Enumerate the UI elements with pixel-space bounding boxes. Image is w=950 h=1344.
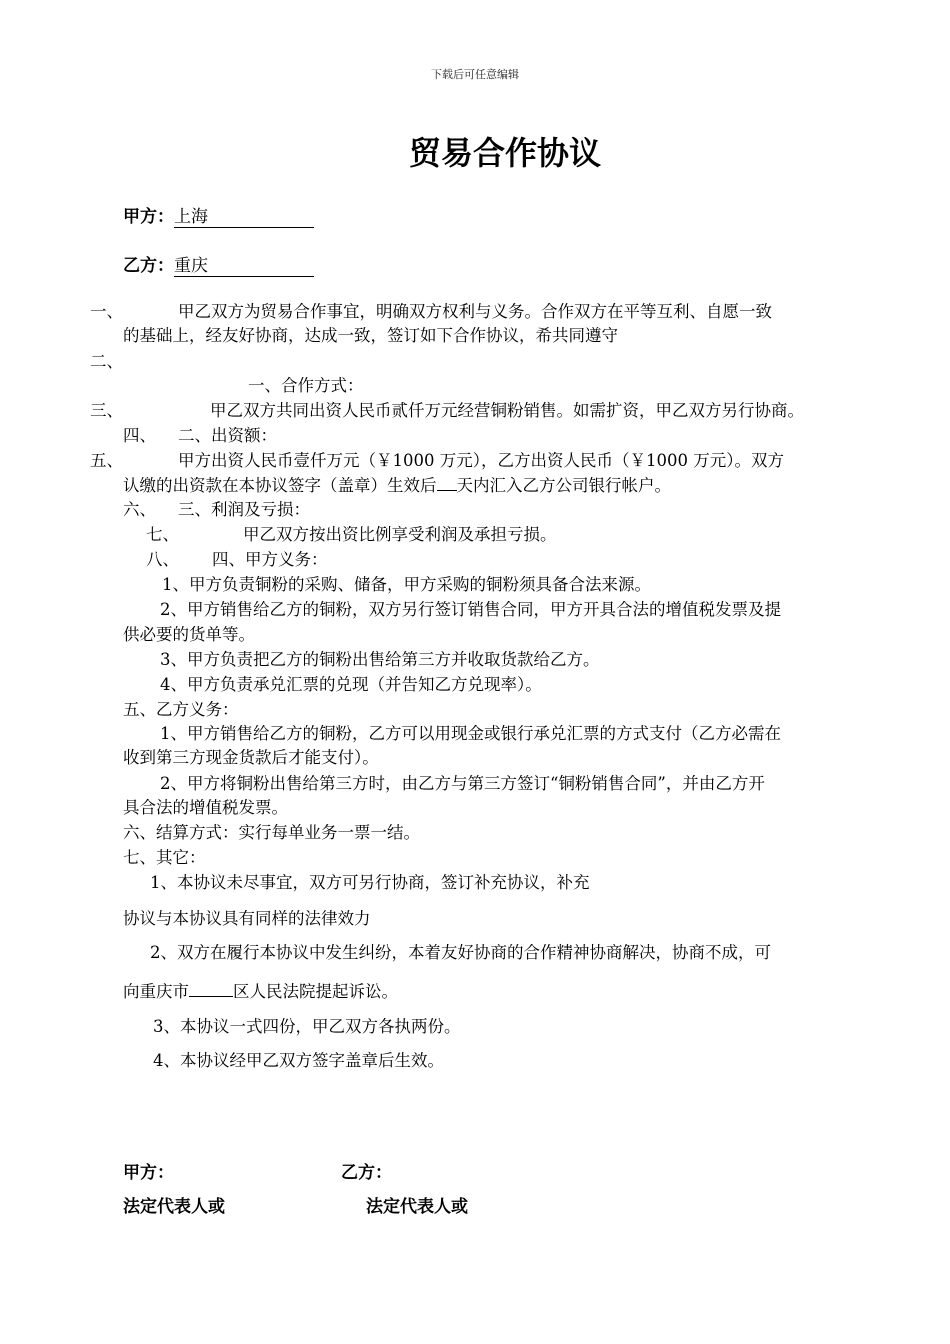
signature-party-a-rep: 法定代表人或	[123, 1197, 225, 1217]
clause-6-number: 六、	[123, 500, 156, 519]
section-other-heading: 七、其它：	[123, 848, 206, 867]
party-b-duty-1-cont: 收到第三方现金货款后才能支付）。	[123, 748, 379, 767]
party-b	[123, 251, 314, 277]
party-a	[123, 202, 314, 228]
clause-1-text-cont: 的基础上，经友好协商，达成一致，签订如下合作协议，希共同遵守	[123, 326, 618, 345]
other-item-3: 3、本协议一式四份，甲乙双方各执两份。	[153, 1017, 461, 1036]
clause-5-text-a: 认缴的出资款在本协议签字（盖章）生效后	[123, 476, 437, 495]
header-note: 下载后可任意编辑	[431, 68, 519, 81]
party-a-duty-4: 4、甲方负责承兑汇票的兑现（并告知乙方兑现率）。	[160, 675, 542, 694]
section-party-b-duties-heading: 五、乙方义务：	[123, 700, 239, 719]
clause-1-text: 甲乙双方为贸易合作事宜，明确双方权利与义务。合作双方在平等互利、自愿一致	[178, 302, 772, 321]
party-b-label: 乙方：	[123, 256, 174, 276]
other-item-2-cont	[123, 981, 398, 1003]
other-item-2: 2、双方在履行本协议中发生纠纷，本着友好协商的合作精神协商解决，协商不成，可	[150, 943, 771, 962]
signature-party-b-label: 乙方：	[341, 1163, 392, 1183]
party-b-duty-2-cont: 具合法的增值税发票。	[123, 798, 288, 817]
party-b-duty-1: 1、甲方销售给乙方的铜粉，乙方可以用现金或银行承兑汇票的方式支付（乙方必需在	[160, 724, 781, 743]
party-a-label: 甲方：	[123, 207, 174, 227]
clause-5-text: 甲方出资人民币壹仟万元（￥1000 万元），乙方出资人民币（￥1000 万元）。双方	[178, 451, 784, 470]
party-a-duty-2: 2、甲方销售给乙方的铜粉，双方另行签订销售合同，甲方开具合法的增值税发票及提	[160, 600, 781, 619]
signature-party-a-label: 甲方：	[123, 1163, 174, 1183]
clause-7-text: 甲乙双方按出资比例享受利润及承担亏损。	[243, 525, 557, 544]
clause-5-text-b: 天内汇入乙方公司银行帐户。	[456, 476, 671, 495]
court-district-blank	[189, 996, 233, 997]
clause-3-text: 甲乙双方共同出资人民币贰仟万元经营铜粉销售。如需扩资，甲乙双方另行协商。	[210, 401, 804, 420]
section-party-a-duties-heading: 四、甲方义务：	[212, 550, 328, 569]
party-a-value: 上海	[174, 207, 314, 228]
party-b-value: 重庆	[174, 256, 314, 277]
party-a-duty-2-cont: 供必要的货单等。	[123, 625, 255, 644]
clause-8-number: 八、	[146, 550, 179, 569]
clause-1-number: 一、	[90, 302, 123, 321]
other-item-1-cont: 协议与本协议具有同样的法律效力	[123, 909, 371, 928]
other-item-4: 4、本协议经甲乙双方签字盖章后生效。	[153, 1051, 444, 1070]
signature-party-b-rep: 法定代表人或	[366, 1197, 468, 1217]
days-blank	[437, 490, 457, 491]
party-b-duty-2: 2、甲方将铜粉出售给第三方时，由乙方与第三方签订“铜粉销售合同”，并由乙方开	[160, 774, 765, 793]
section-capital-heading: 二、出资额：	[178, 426, 277, 445]
section-profit-heading: 三、利润及亏损：	[178, 500, 310, 519]
other-item-2-text-a: 向重庆市	[123, 982, 189, 1001]
clause-5-number: 五、	[90, 451, 123, 470]
clause-3-number: 三、	[90, 401, 123, 420]
document-title: 贸易合作协议	[408, 134, 601, 172]
section-cooperation-heading: 一、合作方式：	[248, 376, 364, 395]
other-item-1: 1、本协议未尽事宜，双方可另行协商，签订补充协议，补充	[150, 873, 590, 892]
clause-7-number: 七、	[146, 525, 179, 544]
party-a-duty-1: 1、甲方负责铜粉的采购、储备，甲方采购的铜粉须具备合法来源。	[162, 575, 651, 594]
other-item-2-text-b: 区人民法院提起诉讼。	[233, 982, 398, 1001]
clause-5-text-cont	[123, 475, 671, 497]
section-settlement: 六、结算方式：实行每单业务一票一结。	[123, 823, 420, 842]
clause-2-number: 二、	[90, 352, 123, 371]
clause-4-number: 四、	[123, 426, 156, 445]
party-a-duty-3: 3、甲方负责把乙方的铜粉出售给第三方并收取货款给乙方。	[160, 650, 600, 669]
